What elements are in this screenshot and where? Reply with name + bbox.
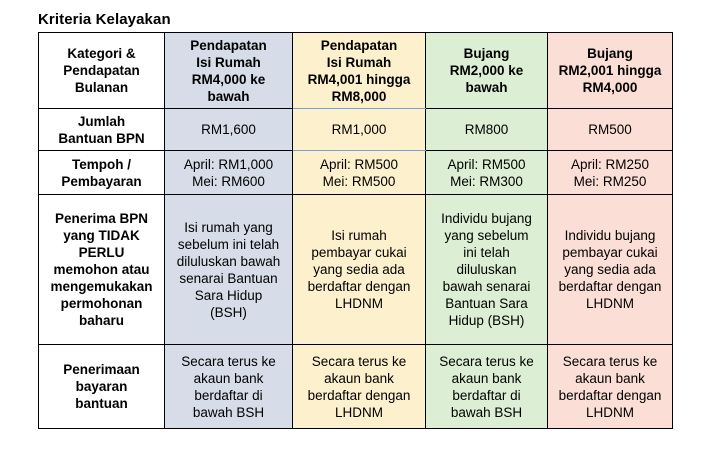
header-single-below-2000: Bujang RM2,000 ke bawah	[426, 33, 548, 109]
cell-recipients-col1: Isi rumah yang sebelum ini telah diluluskan bawah senarai Bantuan Sara Hidup (BSH)	[165, 195, 293, 345]
table-row	[39, 109, 673, 151]
cell-recipients-col2: Isi rumah pembayar cukai yang sedia ada berdaftar dengan LHDNM	[293, 195, 426, 345]
cell-period-col3: April: RM500 Mei: RM300	[426, 151, 548, 195]
header-household-4001-8000: Pendapatan Isi Rumah RM4,001 hingga RM8,000	[293, 33, 426, 109]
page-title: Kriteria Kelayakan	[38, 11, 171, 28]
cell-receipt-col1: Secara terus ke akaun bank berdaftar di bawah BSH	[165, 345, 293, 429]
header-category: Kategori & Pendapatan Bulanan	[39, 33, 165, 109]
row-label-recipients: Penerima BPN yang TIDAK PERLU memohon atau mengemukakan permohonan baharu	[39, 195, 165, 345]
cell-amount-col3: RM800	[426, 109, 548, 151]
table-row	[39, 195, 673, 345]
row-label-payment-period: Tempoh / Pembayaran	[39, 151, 165, 195]
row-label-payment-receipt: Penerimaan bayaran bantuan	[39, 345, 165, 429]
table-header-row	[39, 33, 673, 109]
row-label-amount: Jumlah Bantuan BPN	[39, 109, 165, 151]
cell-receipt-col4: Secara terus ke akaun bank berdaftar dengan LHDNM	[548, 345, 673, 429]
table-row	[39, 345, 673, 429]
eligibility-table	[38, 32, 673, 429]
cell-receipt-col3: Secara terus ke akaun bank berdaftar di bawah BSH	[426, 345, 548, 429]
cell-amount-col1: RM1,600	[165, 109, 293, 151]
cell-recipients-col3: Individu bujang yang sebelum ini telah diluluskan bawah senarai Bantuan Sara Hidup (BSH)	[426, 195, 548, 345]
cell-receipt-col2: Secara terus ke akaun bank berdaftar dengan LHDNM	[293, 345, 426, 429]
cell-amount-col2: RM1,000	[293, 109, 426, 151]
cell-period-col4: April: RM250 Mei: RM250	[548, 151, 673, 195]
header-single-2001-4000: Bujang RM2,001 hingga RM4,000	[548, 33, 673, 109]
cell-recipients-col4: Individu bujang pembayar cukai yang sedia ada berdaftar dengan LHDNM	[548, 195, 673, 345]
cell-period-col2: April: RM500 Mei: RM500	[293, 151, 426, 195]
table-row	[39, 151, 673, 195]
cell-period-col1: April: RM1,000 Mei: RM600	[165, 151, 293, 195]
cell-amount-col4: RM500	[548, 109, 673, 151]
header-household-below-4000: Pendapatan Isi Rumah RM4,000 ke bawah	[165, 33, 293, 109]
